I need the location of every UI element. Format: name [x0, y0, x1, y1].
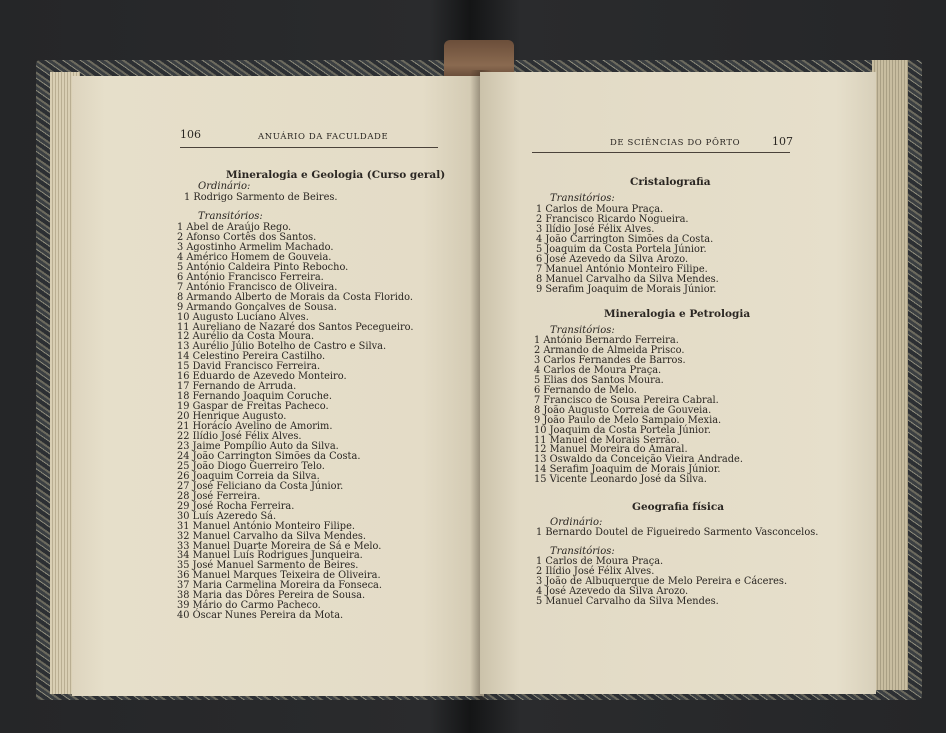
list-item: 1 Carlos de Moura Praça. [536, 556, 664, 567]
list-item: 11 Manuel de Morais Serrão. [534, 434, 680, 446]
list-item: 22 Ilídio José Félix Alves. [177, 431, 302, 443]
list-item: 19 Gaspar de Freitas Pacheco. [177, 401, 329, 413]
list-item: 25 João Diogo Guerreiro Telo. [177, 460, 325, 472]
list-item: 6 Fernando de Melo. [534, 384, 637, 396]
list-item: 3 João de Albuquerque de Melo Pereira e Cáceres. [536, 575, 788, 587]
list-item: 1 Carlos de Moura Praça. [536, 204, 664, 215]
list-item: 17 Fernando de Arruda. [177, 381, 297, 393]
list-item: 7 António Francisco de Oliveira. [177, 281, 338, 293]
list-item: 15 David Francisco Ferreira. [177, 361, 321, 373]
list-item: 10 Augusto Luciano Alves. [177, 311, 309, 323]
list-item: 12 Manuel Moreira do Amaral. [534, 444, 688, 456]
list-item: 8 Manuel Carvalho da Silva Mendes. [536, 273, 719, 285]
list-item: 5 António Caldeira Pinto Rebocho. [177, 261, 349, 273]
list-item: 24 João Carrington Simões da Costa. [177, 450, 361, 462]
list-item: 15 Vicente Leonardo José da Silva. [534, 474, 707, 486]
list-item: 2 Afonso Cortês dos Santos. [177, 231, 317, 243]
list-item: 3 Ilídio José Félix Alves. [536, 223, 655, 235]
list-item: 3 Carlos Fernandes de Barros. [534, 354, 686, 366]
list-item: 4 Américo Homem de Gouveia. [177, 251, 332, 263]
list-item: 6 António Francisco Ferreira. [177, 271, 324, 283]
list-item: 5 Manuel Carvalho da Silva Mendes. [536, 595, 719, 607]
list-item: 13 Aurélio Júlio Botelho de Castro e Silva. [177, 341, 387, 353]
section-title-geografia-fisica: Geografia física [632, 501, 725, 513]
list-item: 5 Joaquim da Costa Portela Júnior. [536, 243, 707, 255]
transitorios-list [177, 223, 414, 621]
left-page-number: 106 [180, 128, 201, 141]
list-item: 2 Francisco Ricardo Nogueira. [536, 213, 689, 225]
list-item: 4 Carlos de Moura Praça. [534, 364, 662, 376]
list-item: 9 Armando Gonçalves de Sousa. [177, 301, 337, 313]
group-list [536, 528, 818, 538]
ordinario-list [184, 193, 338, 203]
list-item: 14 Celestino Pereira Castilho. [177, 351, 326, 363]
list-item: 2 Armando de Almeida Prisco. [534, 344, 685, 356]
list-item: 33 Manuel Duarte Moreira de Sá e Melo. [177, 540, 382, 552]
section-title-mineralogia-petrologia: Mineralogia e Petrologia [604, 308, 751, 320]
list-item: 14 Serafim Joaquim de Morais Júnior. [534, 464, 721, 476]
list-item: 32 Manuel Carvalho da Silva Mendes. [177, 530, 367, 542]
list-item: 2 Ilídio José Félix Alves. [536, 565, 655, 577]
ordinario-label: Ordinário: [198, 181, 251, 192]
list-item: 9 João Paulo de Melo Sampaio Mexia. [534, 414, 722, 426]
list-item: 29 José Rocha Ferreira. [177, 500, 295, 512]
list-item: 8 João Augusto Correia de Gouveia. [534, 404, 712, 416]
list-item: 20 Henrique Augusto. [177, 411, 287, 423]
list-item: 31 Manuel António Monteiro Filipe. [177, 520, 355, 532]
list-item: 38 Maria das Dôres Pereira de Sousa. [177, 590, 366, 602]
right-page [480, 72, 876, 694]
list-item: 1 Abel de Araújo Rego. [177, 222, 292, 233]
list-item: 26 Joaquim Correia da Silva. [177, 470, 320, 482]
list-item: 39 Mário do Carmo Pacheco. [177, 600, 321, 612]
list-item: 35 José Manuel Sarmento de Beires. [177, 560, 359, 572]
group-label: Transitórios: [550, 546, 615, 557]
right-header-rule [532, 152, 790, 153]
left-header-rule [180, 147, 438, 148]
list-item: 1 Bernardo Doutel de Figueiredo Sarmento Vasconcelos. [536, 527, 819, 538]
list-item: 9 Serafim Joaquim de Morais Júnior. [536, 283, 717, 295]
list-item: 4 João Carrington Simões da Costa. [536, 233, 714, 245]
list-item: 12 Aurélio da Costa Moura. [177, 331, 315, 343]
list-item: 40 Óscar Nunes Pereira da Mota. [177, 610, 344, 622]
list-item: 3 Agostinho Armelim Machado. [177, 241, 334, 253]
list-item: 28 José Ferreira. [177, 490, 261, 502]
list-item: 27 José Feliciano da Costa Júnior. [177, 480, 344, 492]
list-item: 10 Joaquim da Costa Portela Júnior. [534, 424, 711, 436]
list-item: 34 Manuel Luís Rodrigues Junqueira. [177, 550, 363, 562]
list-item: 16 Eduardo de Azevedo Monteiro. [177, 371, 347, 383]
right-page-number: 107 [772, 135, 793, 148]
group-list [534, 336, 743, 485]
list-item: 37 Maria Carmelina Moreira da Fonseca. [177, 580, 383, 592]
list-item: 7 Francisco de Sousa Pereira Cabral. [534, 394, 719, 406]
transitorios-label: Transitórios: [198, 211, 263, 222]
list-item: 6 José Azevedo da Silva Arozo. [536, 253, 689, 265]
group-list [536, 205, 719, 295]
list-item: 7 Manuel António Monteiro Filipe. [536, 263, 708, 275]
list-item: 5 Elias dos Santos Moura. [534, 374, 664, 386]
right-running-head: DE SCIÊNCIAS DO PÔRTO [610, 138, 741, 148]
list-item: 11 Aureliano de Nazaré dos Santos Pecegueiro. [177, 321, 414, 333]
list-item: 8 Armando Alberto de Morais da Costa Florido. [177, 291, 413, 303]
list-item: 21 Horácio Avelino de Amorim. [177, 421, 333, 433]
left-page [72, 76, 484, 696]
list-item: 23 Jaime Pompílio Auto da Silva. [177, 440, 339, 452]
list-item: 18 Fernando Joaquim Coruche. [177, 391, 332, 403]
list-item: 30 Luís Azeredo Sá. [177, 510, 277, 522]
group-label: Transitórios: [550, 193, 615, 204]
list-item: 1 António Bernardo Ferreira. [534, 335, 679, 346]
group-label: Transitórios: [550, 325, 615, 336]
list-item: 36 Manuel Marques Teixeira de Oliveira. [177, 570, 381, 582]
list-item: 1 Rodrigo Sarmento de Beires. [184, 192, 338, 203]
left-running-head: ANUÁRIO DA FACULDADE [258, 132, 389, 142]
group-list [536, 557, 787, 607]
group-label: Ordinário: [550, 517, 603, 528]
section-title-mineralogia-geologia: Mineralogia e Geologia (Curso geral) [226, 169, 446, 181]
list-item: 13 Oswaldo da Conceição Vieira Andrade. [534, 454, 743, 466]
page-stack-right [872, 60, 908, 690]
list-item: 4 José Azevedo da Silva Arozo. [536, 585, 689, 597]
section-title-cristalografia: Cristalografia [630, 176, 711, 188]
